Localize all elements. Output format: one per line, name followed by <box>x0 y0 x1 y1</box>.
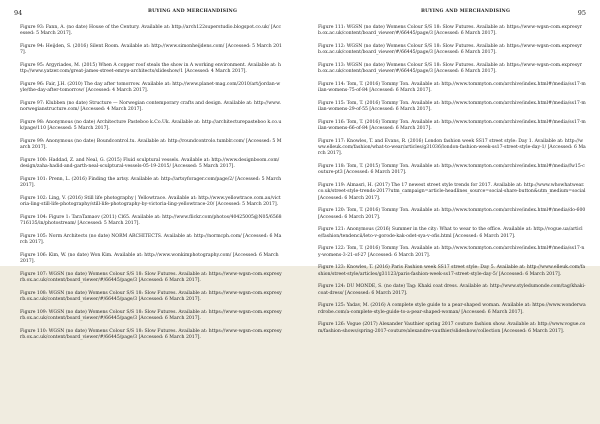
figure-entry-98: Figure 98: Anonymous (no date) Architecture Pasteboo k.Co.Uk. Available at: http://architecturepasteboo k.co.uk/page/110 [Accessed: 5 March 2017]. <box>20 120 282 132</box>
figure-entry-108: Figure 108: WGSN (no date) Womens Colour S/S 18: Slow Futures. Available at: https://www-wgsn-com.expresyrb.ox.ac.uk/content/board_viewer/#/66445/page/3 [Accessed: 6 March 2017]. <box>20 291 282 303</box>
page-number: 95 <box>577 9 586 17</box>
figure-entry-106: Figure 106: Kim, W. (no date) Won Kim. Available at: http://www.wonkimphotography.com/ [Accessed: 6 March 2017]. <box>20 253 279 265</box>
figure-entry-93: Figure 93: Fann, A. (no date) House of the Century. Available at: http://arch122superstudio.blogspot.co.uk/ [Accessed: 5 March 2017]. <box>20 25 282 37</box>
figure-entry-95: Figure 95: Argyriades, M. (2015) When A copper roof steals the show in A working environment. Available at: http://www.yatzer.com/great-james-street-emrys-architects/slideshow/1 [Accessed: 4 March 2017]. <box>20 63 281 75</box>
figure-entry-99: Figure 99: Anonymous (no date) Boundcontrol.tu. Available at: http://roundcontrolo.tumblr.com/ [Accessed: 5 March 2017]. <box>20 139 282 151</box>
figure-entry-115: Figure 115: Tom, T. (2016) Tommy Ton. Available at: http://www.tommyton.com/archive/index.html#/media/ss17-milan-womens-29-of-55 [Accessed: 6 March 2017]. <box>318 101 586 113</box>
figure-entry-107: Figure 107: WGSN (no date) Womens Colour S/S 18: Slow Futures. Available at: https://www-wgsn-com.expresyrb.ox.ac.uk/content/board_viewer/#/66445/page/3 [Accessed: 6 March 2017]. <box>20 272 282 284</box>
figure-entry-100: Figure 100: Haddad, Z. and Neal, G. (2015) Fluid sculptural vessels. Available at: http://www.designboom.com/design/zaha-hadid-and-garth-neal-sculptural-vessels-05-19-2015/ [Accessed: 5 March 2017]. <box>20 158 280 170</box>
figure-entry-118: Figure 118: Tom, T. (2015) Tommy Ton. Available at: http://www.tommyton.com/archive/index.html#/media/fw15-couture-pt3 [Accessed: 6 March 2017]. <box>318 164 585 176</box>
figure-entry-97: Figure 97: Klubben (no date) Structure — Norwegian contemporary crafts and design. Available at: http://www.norwegianstructure.com/ [Accessed: 4 March 2017]. <box>20 101 281 113</box>
figure-entry-121: Figure 121: Anonymous (2016) Summer in the city: What to wear to the office. Available at: http://vogue.ua/article/fashion/tendencii/leto-v-gorode-kak-odet-sya-v-ofis.html [Accessed: 6 March 2017]. <box>318 227 583 239</box>
figure-entry-111: Figure 111: WGSN (no date) Womens Colour S/S 18: Slow Futures. Available at: https://www-wgsn-com.expresyrb.ox.ac.uk/content/board_viewer/#/66445/page/3 [Accessed: 6 March 2017]. <box>318 25 582 37</box>
figure-entry-109: Figure 109: WGSN (no date) Womens Colour S/S 18: Slow Futures. Available at: https://www-wgsn-com.expresyrb.ox.ac.uk/content/board_viewer/#/66445/page/3 [Accessed: 6 March 2017]. <box>20 310 282 322</box>
page-number: 94 <box>14 9 23 17</box>
right-page <box>300 0 600 424</box>
figure-entry-112: Figure 112: WGSN (no date) Womens Colour S/S 18: Slow Futures. Available at: https://www-wgsn-com.expresyrb.ox.ac.uk/content/board_viewer/#/66445/page/3 [Accessed: 6 March 2017]. <box>318 44 582 56</box>
figure-entry-124: Figure 124: DU MONDE, S. (no date) Tag: Khaki coat dress. Available at: http://www.styledumonde.com/tag/khaki-coat-dress/ [Accessed: 6 March 2017]. <box>318 284 586 296</box>
figure-list <box>318 25 586 341</box>
figure-entry-101: Figure 101: Prenn, L. (2016) Finding the artsy. Available at: http://artsyforager.com/page/2/ [Accessed: 5 March 2017]. <box>20 177 282 189</box>
figure-entry-125: Figure 125: Yadav, M. (2016) A complete style guide to a pear-shaped woman. Available at: https://www.wonderwardrobe.com/a-complete-style-guide-to-a-pear-shaped-woman/ [Accessed: 6 March 2017]. <box>318 303 586 315</box>
figure-entry-126: Figure 126: Vogue (2017) Alexander Vauthier spring 2017 couture fashion show. Available at: http://www.vogue.com/fashion-shows/spring-2017-couture/alexandre-vauthier/slideshow/collection [Accessed: 6 March 2017]. <box>318 322 586 334</box>
running-header: BUYING AND MERCHANDISING <box>148 9 238 14</box>
figure-entry-96: Figure 96: Fair, J.H. (2010) The day after tomorrow. Available at: http://www.planet-mag.com/2010/art/jordan-wyle/the-day-after-tomorrow/ [Accessed: 4 March 2017]. <box>20 82 281 94</box>
figure-entry-123: Figure 123: Knowles, T. (2016) Paris Fashion week SS17 street style: Day 5. Available at: http://www.elleuk.com/fashion/street-style/articles/g31123/paris-fashion-week-ss17-street-style-day-5/ [Accessed: 6 March 2017]. <box>318 265 586 277</box>
figure-entry-114: Figure 114: Tom, T. (2016) Tommy Ton. Available at: http://www.tommyton.com/archive/index.html#/media/ss17-milan-womens-75-of-84 [Accessed: 6 March 2017]. <box>318 82 586 94</box>
figure-entry-110: Figure 110: WGSN (no date) Womens Colour S/S 18: Slow Futures. Available at: https://www-wgsn-com.expresyrb.ox.ac.uk/content/board_viewer/#/66445/page/3 [Accessed: 6 March 2017]. <box>20 329 282 341</box>
figure-entry-122: Figure 122: Tom, T. (2016) Tommy Ton. Available at: http://www.tommyton.com/archive/index.html#/media/ss17-ny-womens-3-21-of-27 [Accessed: 6 March 2017]. <box>318 246 585 258</box>
figure-entry-105: Figure 105: Norm Architects (no date) NORM ARCHITECTS. Available at: http://normcph.com/ [Accessed: 6 March 2017]. <box>20 234 282 246</box>
figure-entry-116: Figure 116: Tom, T. (2016) Tommy Ton. Available at: http://www.tommyton.com/archive/index.html#/media/ss17-milan-womens-66-of-84 [Accessed: 6 March 2017]. <box>318 120 586 132</box>
figure-entry-119: Figure 119: Almasri, H. (2017) The 17 newest street style trends for 2017. Available at: http://www.whowhatwear.co.uk/street-style-trends-2017?utm_campaign=article-headlines_source=social-share-button&utm_medium=social [Accessed: 6 March 2017]. <box>318 183 586 201</box>
figure-entry-102: Figure 102: Ling, V. (2016) Still life photography | Yellowtrace. Available at: http://www.yellowtrace.com.au/victoria-ling-still-life-photography/still-life-photography-by-victoria-ling-yellowtrace-20/ [Accessed: 5 March 2017]. <box>20 196 281 208</box>
figure-entry-113: Figure 113: WGSN (no date) Womens Colour S/S 18: Slow Futures. Available at: https://www-wgsn-com.expresyrb.ox.ac.uk/content/board_viewer/#/66445/page/3 [Accessed: 6 March 2017]. <box>318 63 582 75</box>
figure-entry-94: Figure 94: Heijden, S. (2016) Silent Room. Available at: http://www.simonheijdens.com/ [Accessed: 5 March 2017]. <box>20 44 282 56</box>
running-header: BUYING AND MERCHANDISING <box>421 9 511 14</box>
figure-entry-117: Figure 117: Knowles, T. and Evans, R. (2016) London fashion week SS17 street style: Day 1. Available at: http://www.elleuk.com/fashion/what-to-wear/articles/g31036/london-fashion-week-ss17-street-style-day-1/ [Accessed: 6 March 2017]. <box>318 139 586 157</box>
figure-entry-120: Figure 120: Tom, T. (2016) Tommy Ton. Available at: http://www.tommyton.com/archive/index.html#/media/do-600 [Accessed: 6 March 2017]. <box>318 208 586 220</box>
figure-list <box>20 25 282 348</box>
figure-entry-104: Figure 104: Figure 1: TaraTamaov (2011) Cl65. Available at: http://www.flickr.com/photos/40425005@N05/6568716135/in/photostream/ [Accessed: 5 March 2017]. <box>20 215 282 227</box>
